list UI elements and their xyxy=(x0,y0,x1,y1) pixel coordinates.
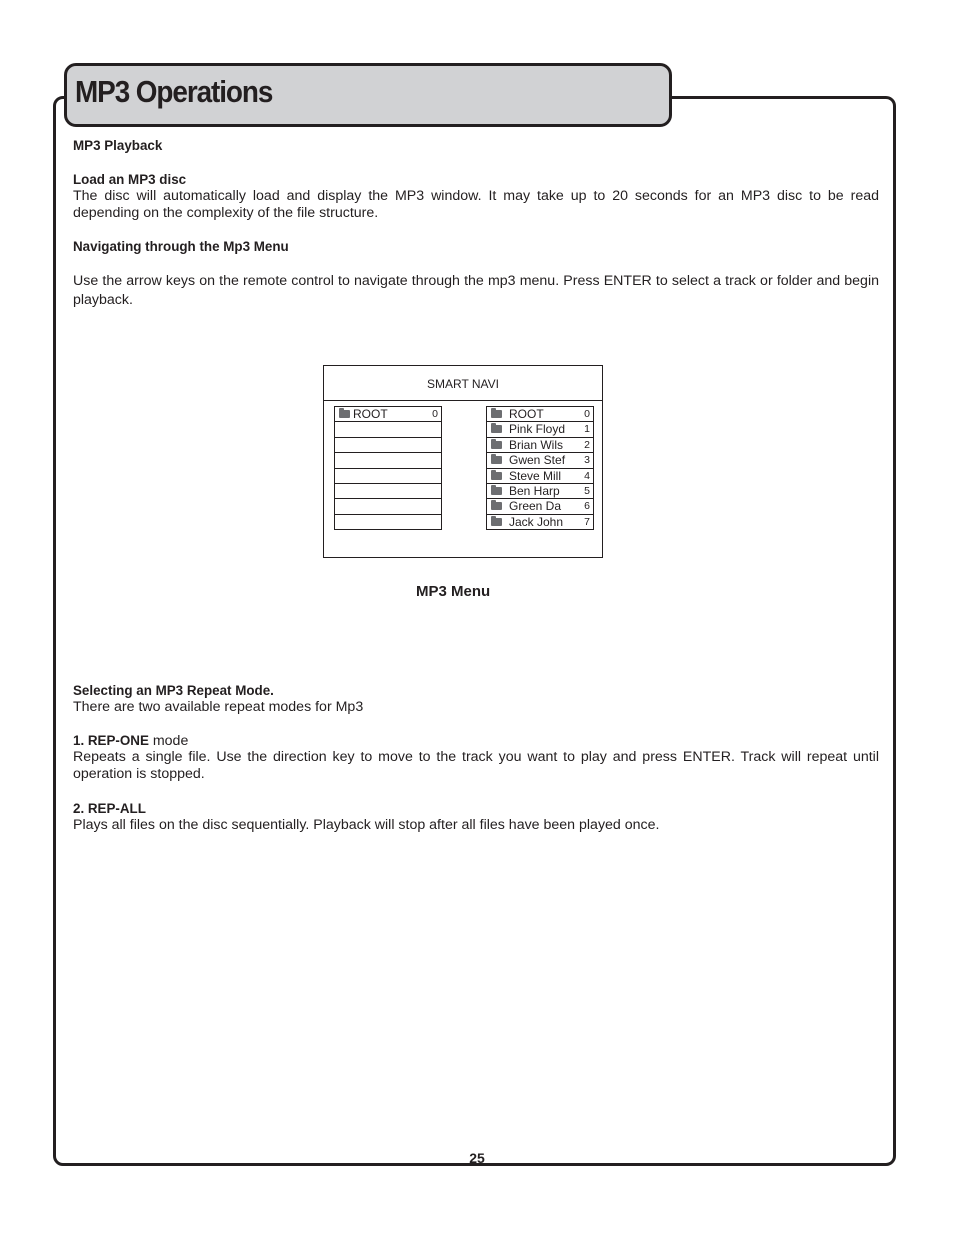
menu-row xyxy=(334,438,442,453)
page-frame xyxy=(53,96,896,1166)
menu-row[interactable] xyxy=(334,406,442,422)
folder-number: 0 xyxy=(432,408,438,420)
folder-icon xyxy=(491,410,502,418)
menu-row xyxy=(334,515,442,530)
folder-icon xyxy=(491,456,502,464)
menu-row xyxy=(334,499,442,514)
menu-row xyxy=(334,469,442,484)
rep-all-text: Plays all files on the disc sequentially. Playback will stop after all files have been played once. xyxy=(73,817,660,833)
folder-icon xyxy=(491,472,502,480)
folder-name: Brian Wils xyxy=(509,437,564,452)
folder-name: Steve Mill xyxy=(509,468,562,483)
menu-row[interactable] xyxy=(486,438,594,453)
folder-number: 0 xyxy=(584,408,590,420)
playback-heading: MP3 Playback xyxy=(73,138,163,153)
menu-row[interactable] xyxy=(486,406,594,422)
nav-heading: Navigating through the Mp3 Menu xyxy=(73,239,289,254)
menu-divider xyxy=(324,400,602,401)
page-title: MP3 Operations xyxy=(75,74,273,109)
rep-all-heading: 2. REP-ALL xyxy=(73,801,146,816)
repeat-text: There are two available repeat modes for Mp3 xyxy=(73,699,364,715)
smart-navi-window xyxy=(323,365,603,558)
folder-tree-list xyxy=(334,406,442,530)
folder-contents-list xyxy=(486,406,594,530)
load-text: The disc will automatically load and display the MP3 window. It may take up to 20 seconds for an MP3 disc to be read depending on the complexity of the file structure. xyxy=(73,188,879,221)
folder-name: Green Da xyxy=(509,499,562,514)
menu-row[interactable] xyxy=(486,422,594,437)
rep-one-suffix: mode xyxy=(148,733,189,749)
rep-one-line xyxy=(73,732,188,750)
folder-number: 1 xyxy=(584,423,590,436)
menu-row[interactable] xyxy=(486,515,594,530)
repeat-heading: Selecting an MP3 Repeat Mode. xyxy=(73,683,274,698)
nav-text: Use the arrow keys on the remote control to navigate through the mp3 menu. Press ENTER to select a track or folder and begin playback. xyxy=(73,273,879,308)
folder-number: 4 xyxy=(584,469,590,482)
folder-name: ROOT xyxy=(509,407,544,421)
folder-name: Gwen Stef xyxy=(509,453,566,468)
menu-caption: MP3 Menu xyxy=(416,583,491,600)
folder-name: ROOT xyxy=(353,407,388,421)
menu-row[interactable] xyxy=(486,484,594,499)
folder-number: 3 xyxy=(584,454,590,467)
load-heading: Load an MP3 disc xyxy=(73,172,187,187)
menu-row xyxy=(334,453,442,468)
folder-icon xyxy=(491,487,502,495)
folder-number: 7 xyxy=(584,515,590,528)
rep-one-heading: 1. REP-ONE xyxy=(73,733,149,748)
folder-name: Pink Floyd xyxy=(509,422,566,437)
folder-number: 6 xyxy=(584,500,590,513)
menu-row[interactable] xyxy=(486,499,594,514)
folder-name: Jack John xyxy=(509,514,564,529)
rep-one-text: Repeats a single file. Use the direction key to move to the track you want to play and press ENTER. Track will repeat until operation is stopped. xyxy=(73,749,879,782)
folder-number: 2 xyxy=(584,438,590,451)
folder-number: 5 xyxy=(584,484,590,497)
folder-icon xyxy=(339,410,350,418)
menu-row xyxy=(334,484,442,499)
title-tab xyxy=(64,63,672,127)
folder-icon xyxy=(491,518,502,526)
menu-row[interactable] xyxy=(486,469,594,484)
smart-navi-title: SMART NAVI xyxy=(426,377,500,391)
menu-row[interactable] xyxy=(486,453,594,468)
folder-name: Ben Harp xyxy=(509,483,560,498)
page-number: 25 xyxy=(469,1150,485,1166)
folder-icon xyxy=(491,502,502,510)
folder-icon xyxy=(491,425,502,433)
menu-row xyxy=(334,422,442,437)
folder-icon xyxy=(491,441,502,449)
